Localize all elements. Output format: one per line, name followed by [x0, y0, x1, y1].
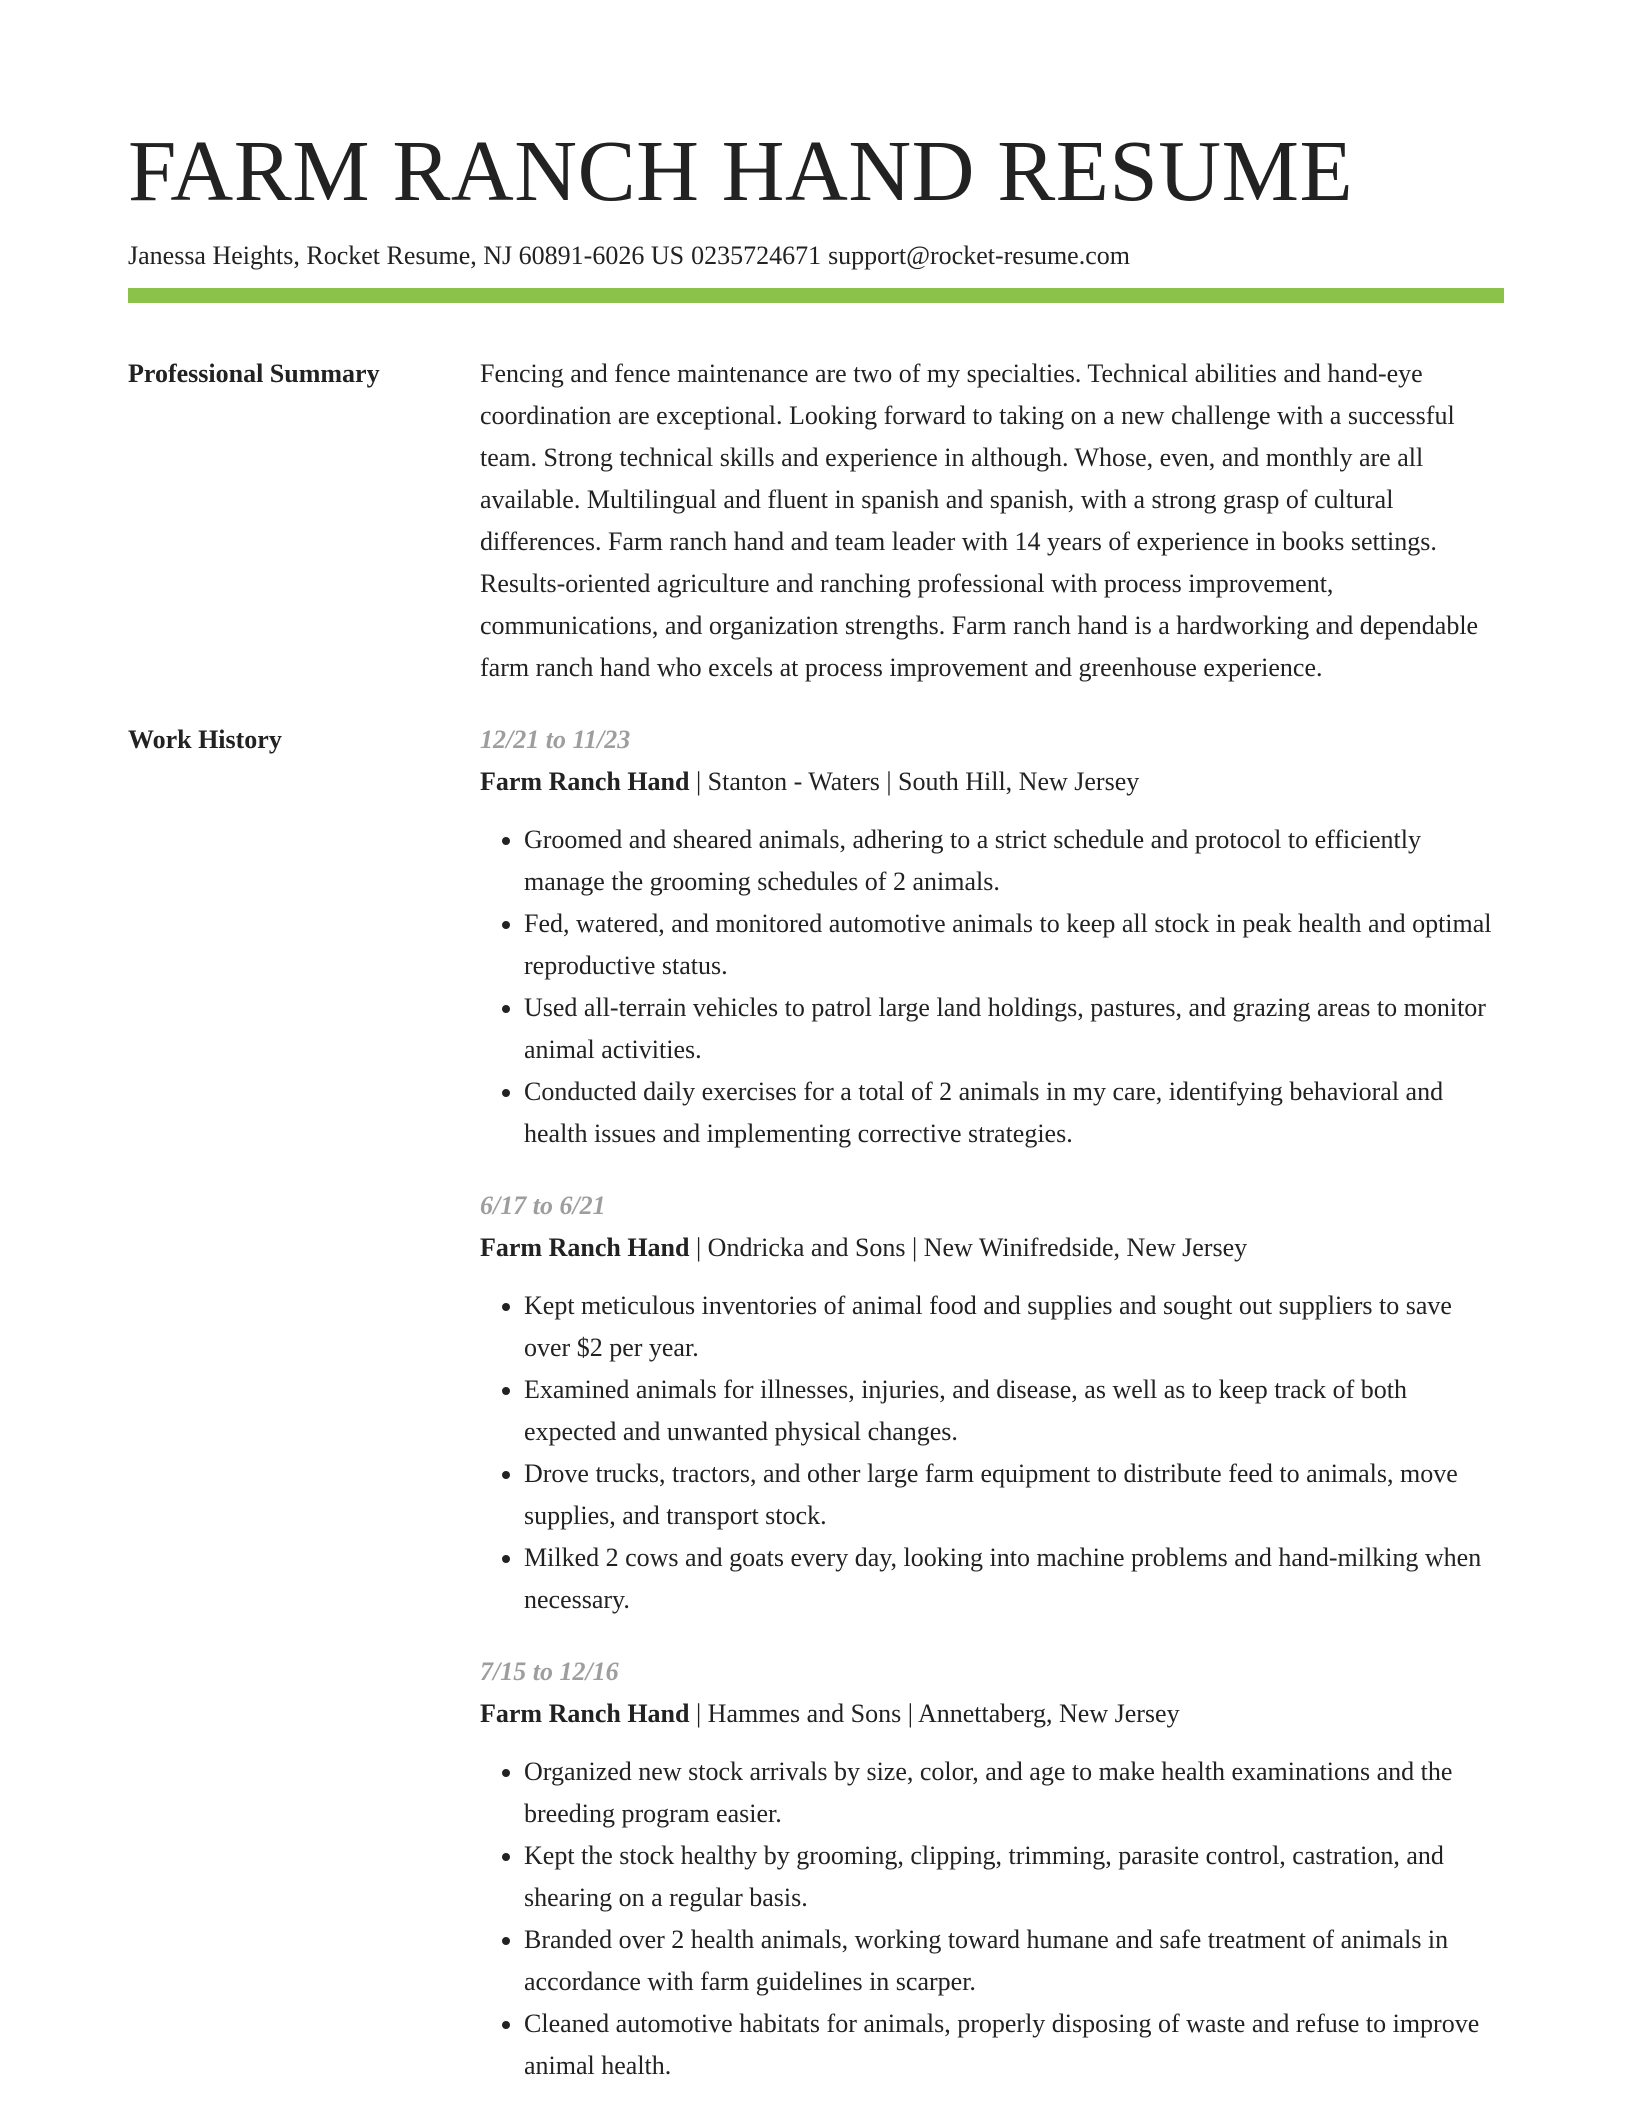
job-title: Farm Ranch Hand: [480, 767, 690, 796]
job-details: | Ondricka and Sons | New Winifredside, New Jersey: [689, 1233, 1248, 1262]
list-item: • Groomed and sheared animals, adhering to a strict schedule and protocol to efficiently manage the grooming schedules of 2 animals.: [524, 819, 1504, 903]
work-history-body: [480, 719, 1504, 2117]
job-bullets: [480, 819, 1504, 1155]
list-item: • Examined animals for illnesses, injuries, and disease, as well as to keep track of both expected and unwanted physical changes.: [524, 1369, 1504, 1453]
contact-line: [128, 240, 1504, 272]
job-details: | Stanton - Waters | South Hill, New Jersey: [689, 767, 1140, 796]
job-dates: 12/21 to 11/23: [480, 725, 631, 754]
contact-phone: 0235724671: [691, 241, 822, 270]
resume-page: [128, 0, 1504, 2117]
professional-summary-section: [128, 353, 1504, 689]
section-label-work: Work History: [128, 725, 282, 754]
list-item: • Cleaned automotive habitats for animals, properly disposing of waste and refuse to improve animal health.: [524, 2003, 1504, 2087]
section-label-summary: Professional Summary: [128, 359, 380, 388]
job-dates: 6/17 to 6/21: [480, 1191, 606, 1220]
list-item: • Used all-terrain vehicles to patrol large land holdings, pastures, and grazing areas to monitor animal activities.: [524, 987, 1504, 1071]
job-heading: [480, 1227, 1504, 1269]
work-history-section: [128, 719, 1504, 2117]
job-entry: [480, 1185, 1504, 1621]
list-item: • Kept meticulous inventories of animal food and supplies and sought out suppliers to save over $2 per year.: [524, 1285, 1504, 1369]
job-dates: 7/15 to 12/16: [480, 1657, 619, 1686]
summary-text: Fencing and fence maintenance are two of my specialties. Technical abilities and hand-eye coordination are exceptional. Looking forward to taking on a new challenge with a successful team. Strong technical skills and experience in although. Whose, even, and monthly are all available. Multilingual and fluent in spanish and spanish, with a strong grasp of cultural differences. Farm ranch hand and team leader with 14 years of experience in books settings. Results-oriented agriculture and ranching professional with process improvement, communications, and organization strengths. Farm ranch hand is a hardworking and dependable farm ranch hand who excels at process improvement and greenhouse experience.: [480, 359, 1479, 682]
job-entry: [480, 1651, 1504, 2087]
job-bullets: [480, 1751, 1504, 2087]
job-heading: [480, 761, 1504, 803]
list-item: • Fed, watered, and monitored automotive animals to keep all stock in peak health and optimal reproductive status.: [524, 903, 1504, 987]
job-title: Farm Ranch Hand: [480, 1233, 690, 1262]
job-entry: [480, 719, 1504, 1155]
summary-body: [480, 353, 1504, 689]
job-title: Farm Ranch Hand: [480, 1699, 690, 1728]
header-divider: [128, 288, 1504, 303]
job-bullets: [480, 1285, 1504, 1621]
contact-address: Janessa Heights, Rocket Resume, NJ 60891-6026 US: [128, 241, 685, 270]
job-heading: [480, 1693, 1504, 1735]
list-item: • Kept the stock healthy by grooming, clipping, trimming, parasite control, castration, and shearing on a regular basis.: [524, 1835, 1504, 1919]
list-item: • Drove trucks, tractors, and other large farm equipment to distribute feed to animals, move supplies, and transport stock.: [524, 1453, 1504, 1537]
list-item: • Milked 2 cows and goats every day, looking into machine problems and hand-milking when necessary.: [524, 1537, 1504, 1621]
job-details: | Hammes and Sons | Annettaberg, New Jersey: [689, 1699, 1180, 1728]
list-item: • Branded over 2 health animals, working toward humane and safe treatment of animals in accordance with farm guidelines in scarper.: [524, 1919, 1504, 2003]
resume-title: FARM RANCH HAND RESUME: [128, 122, 1354, 219]
list-item: • Conducted daily exercises for a total of 2 animals in my care, identifying behavioral and health issues and implementing corrective strategies.: [524, 1071, 1504, 1155]
list-item: • Organized new stock arrivals by size, color, and age to make health examinations and the breeding program easier.: [524, 1751, 1504, 1835]
contact-email: support@rocket-resume.com: [828, 241, 1130, 270]
